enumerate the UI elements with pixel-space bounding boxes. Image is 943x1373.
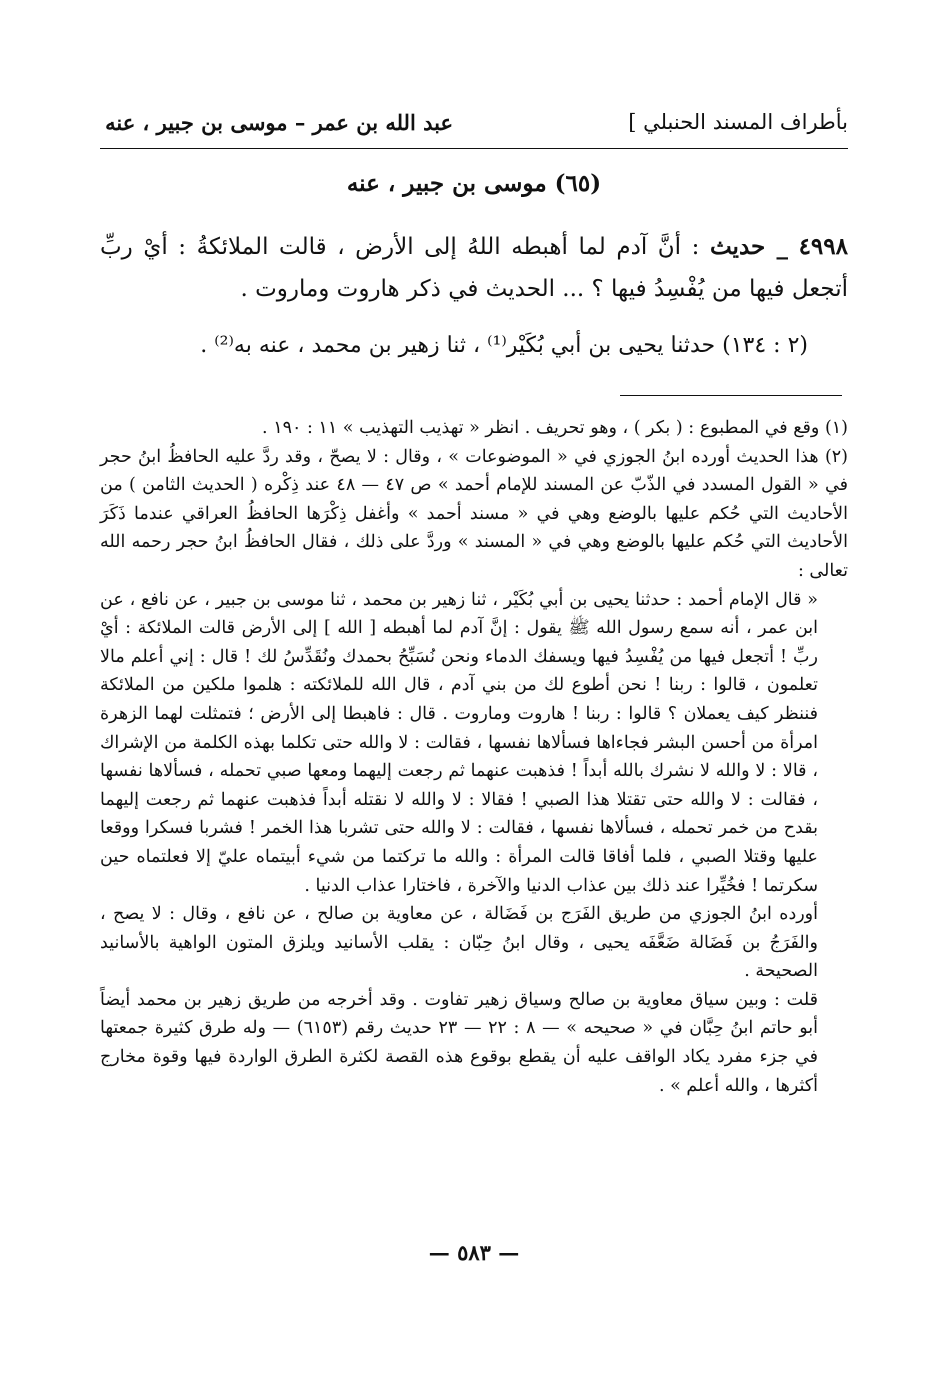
chapter-heading: (٦٥) موسى بن جبير ، عنه [346, 170, 602, 197]
page-number: — ٥٨٣ — [428, 1240, 520, 1265]
footnote-rule [620, 395, 842, 396]
header-companion: عبد الله بن عمر [312, 110, 453, 135]
hadith-keyword: _ حديث [709, 233, 788, 260]
footnote-1-text: وقع في المطبوع : ( بكر ) ، وهو تحريف . انظر « تهذيب التهذيب » ١١ : ١٩٠ . [262, 418, 820, 438]
hadith-text: : أنَّ آدم لما أهبطه اللهُ إلى الأرض ، قالت الملائكةُ : أيْ ربِّ أتجعل فيها من يُفْسِدُ فيها ؟ ... الحديث في ذكر هاروت وماروت . [100, 234, 848, 302]
header-book-title: بأطراف المسند الحنبلي ] [628, 110, 848, 134]
source-citation: (٢ : ١٣٤) حدثنا يحيى بن أبي بُكَيْر⁽¹⁾ ، ثنا زهير بن محمد ، عنه به⁽²⁾ . [200, 333, 808, 358]
footnote-2-intro: هذا الحديث أورده ابنُ الجوزي في « الموضوعات » ، وقال : لا يصحّ ، وقد ردَّ عليه الحافظُ ابنُ حجر في « القول المسدد في الذّبّ عن المسند للإمام أحمد » ص ٤٧ — ٤٨ عند ذِكْره ( الحديث الثامن ) من الأحاديث التي حُكم عليها بالوضع وهي في « مسند أحمد » وأغفل ذِكْرَها الحافظُ العراقي عندما ذَكَرَ الأحاديث التي حُكم عليها بالوضع وهي في « المسند » وردَّ على ذلك ، فقال الحافظُ ابنُ حجر رحمه الله تعالى : [100, 446, 848, 581]
footnotes [100, 414, 848, 1100]
header-rule [100, 148, 848, 149]
footnote-2-para-2: قلت : وبين سياق معاوية بن صالح وسياق زهير تفاوت . وقد أخرجه من طريق زهير بن محمد أيضاً أبو حاتم ابنُ حِبَّان في « صحيحه » — ٨ : ٢٢ — ٢٣ حديث رقم (٦١٥٣) — وله طرق كثيرة جمعتها في جزء مفرد يكاد الواقف عليه أن يقطع بوقوع هذه القصة لكثرة الطرق الواردة فيها وقوة مخارج أكثرها ، والله أعلم » . [100, 989, 818, 1096]
footnote-2-para-1: أورده ابنُ الجوزي من طريق الفَرَج بن فَضَالة ، عن معاوية بن صالح ، عن نافع ، وقال : لا يصح ، والفَرَجُ بن فَضَالة ضَعَّفَه يحيى ، وقال ابنُ حِبّان : يقلب الأسانيد ويلزق المتون الواهية بالأسانيد الصحيحة . [100, 904, 818, 982]
header-companion-name [105, 110, 453, 135]
footnote-2-marker: (٢) [824, 446, 848, 467]
header-narrator: – موسى بن جبير ، عنه [105, 110, 306, 135]
hadith-number: ٤٩٩٨ [798, 233, 848, 260]
footnote-2-quote: « قال الإمام أحمد : حدثنا يحيى بن أبي بُكَيْر ، ثنا زهير بن محمد ، ثنا موسى بن جبير ، عن نافع ، عن ابن عمر ، أنه سمع رسول الله ﷺ يقول : إنَّ آدم لما أهبطه [ الله ] إلى الأرض قالت الملائكة : أيْ ربِّ ! أتجعل فيها من يُفْسِدُ فيها ويسفك الدماء ونحن نُسَبِّحُ بحمدك ونُقَدِّسُ لك ! قال : إني أعلم مالا تعلمون ، قالوا : ربنا ! نحن أطوع لك من بني آدم ، قال الله للملائكته : هلموا ملكين من الملائكة فننظر كيف يعملان ؟ قالوا : ربنا ! هاروت وماروت . قال : فاهبطا إلى الأرض ؛ فتمثلت لهما الزهرة امرأة من أحسن البشر فجاءاها فسألاها نفسها ، فقالت : لا والله حتى تكلما بهذه الكلمة من الإشراك ، قالا : لا والله لا نشرك بالله أبداً ! فذهبت عنهما ثم رجعت إليهما ومعها صبي تحمله ، فسألاها نفسها ، فقالت : لا والله حتى تقتلا هذا الصبي ! فقالا : لا والله لا نقتله أبداً فذهبت عنهما ثم رجعت إليهما بقدح من خمر تحمله ، فسألاها نفسها ، فقالت : لا والله حتى تشربا هذا الخمر ! فشربا فسكرا ووقعا عليها وقتلا الصبي ، فلما أفاقا قالت المرأة : والله ما تركتما من شيء أبيتماه عليّ إلا فعلتماه حين سكرتما ! فخُيِّرا عند ذلك بين عذاب الدنيا والآخرة ، فاختارا عذاب الدنيا . [100, 589, 818, 896]
footnote-1-marker: (١) [824, 418, 848, 438]
running-header [100, 100, 848, 140]
footnote-2 [100, 443, 848, 586]
footnote-1 [100, 414, 848, 443]
hadith-entry [100, 226, 848, 310]
